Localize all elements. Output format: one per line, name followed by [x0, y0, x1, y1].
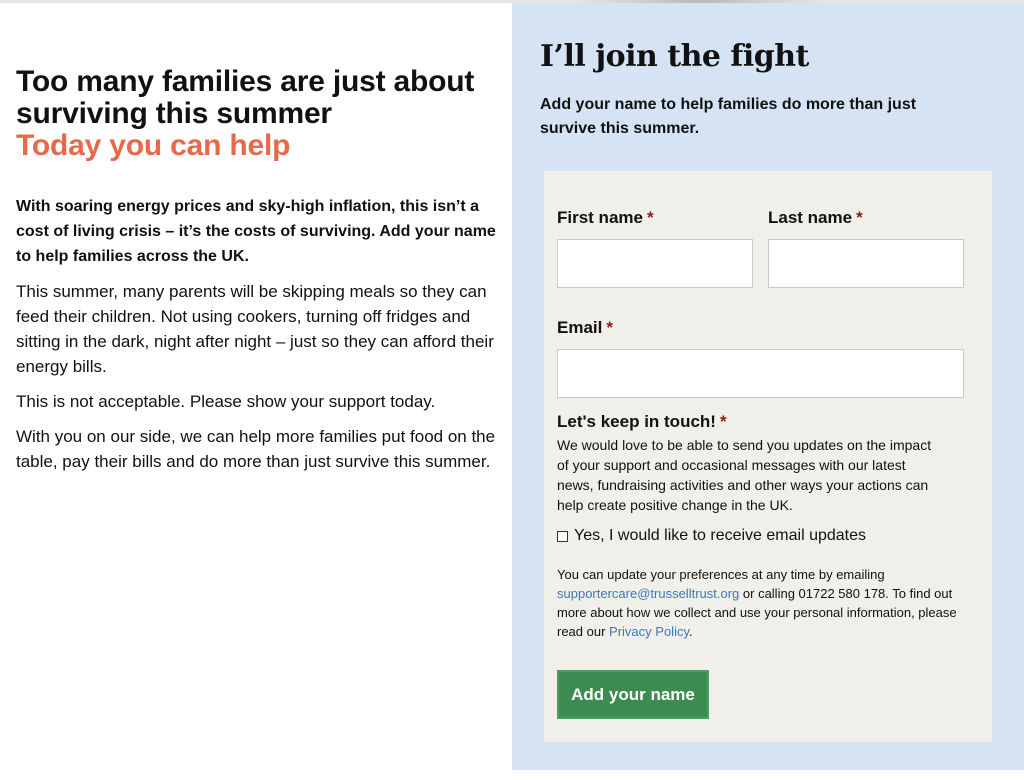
- campaign-copy: [16, 66, 501, 474]
- email-updates-option[interactable]: [557, 527, 866, 545]
- add-your-name-button[interactable]: Add your name: [557, 670, 709, 719]
- page-subtitle: Today you can help: [16, 129, 291, 162]
- page-title-main: Too many families are just about surviving this summer: [16, 65, 475, 130]
- keep-in-touch-text: We would love to be able to send you updates on the impact of your support and occasional messages with our latest news, fundraising activities and other ways your actions can help create positive change in the UK.: [557, 437, 932, 513]
- email-label-text: Email: [557, 318, 603, 337]
- preferences-notice: [557, 565, 967, 641]
- last-name-field[interactable]: [769, 240, 963, 287]
- email-field[interactable]: [558, 350, 963, 397]
- privacy-policy-link[interactable]: Privacy Policy: [609, 624, 689, 639]
- first-name-field-box: [557, 239, 753, 288]
- prefs-text-3: .: [689, 624, 693, 639]
- prefs-text-2: or calling 01722 580 178. To find out more about how we collect and use your personal information, please read our: [557, 586, 957, 639]
- signup-panel: [512, 3, 1024, 770]
- required-mark: *: [646, 208, 654, 227]
- last-name-label: [768, 208, 863, 228]
- signup-heading: I’ll join the fight: [540, 39, 809, 74]
- signup-intro: Add your name to help families do more than just survive this summer.: [540, 96, 917, 137]
- last-name-label-text: Last name: [768, 208, 853, 227]
- lead-paragraph: With soaring energy prices and sky-high inflation, this isn’t a cost of living crisis – it’s the costs of surviving. Add your name to help families across the UK.: [16, 198, 496, 265]
- required-mark: *: [719, 412, 727, 431]
- first-name-label-text: First name: [557, 208, 643, 227]
- page-title: [16, 66, 501, 162]
- email-label: [557, 318, 613, 338]
- last-name-field-box: [768, 239, 964, 288]
- email-updates-label[interactable]: Yes, I would like to receive email updates: [574, 527, 867, 544]
- first-name-field[interactable]: [558, 240, 752, 287]
- email-field-box: [557, 349, 964, 398]
- body-paragraph-2: This is not acceptable. Please show your support today.: [16, 392, 436, 411]
- keep-in-touch-label-text: Let's keep in touch!: [557, 412, 716, 431]
- required-mark: *: [606, 318, 613, 337]
- signup-form: [544, 171, 992, 742]
- prefs-text-1: You can update your preferences at any time by emailing: [557, 567, 885, 582]
- body-paragraph-1: This summer, many parents will be skipping meals so they can feed their children. Not using cookers, turning off fridges and sitting in the dark, night after night – just so they can afford their energy bills.: [16, 282, 494, 376]
- first-name-label: [557, 208, 654, 228]
- supporter-care-email-link[interactable]: supportercare@trusselltrust.org: [557, 586, 740, 601]
- required-mark: *: [856, 208, 863, 227]
- email-updates-checkbox[interactable]: [557, 531, 568, 542]
- body-paragraph-3: With you on our side, we can help more families put food on the table, pay their bills and do more than just survive this summer.: [16, 427, 496, 471]
- keep-in-touch-label: [557, 412, 727, 432]
